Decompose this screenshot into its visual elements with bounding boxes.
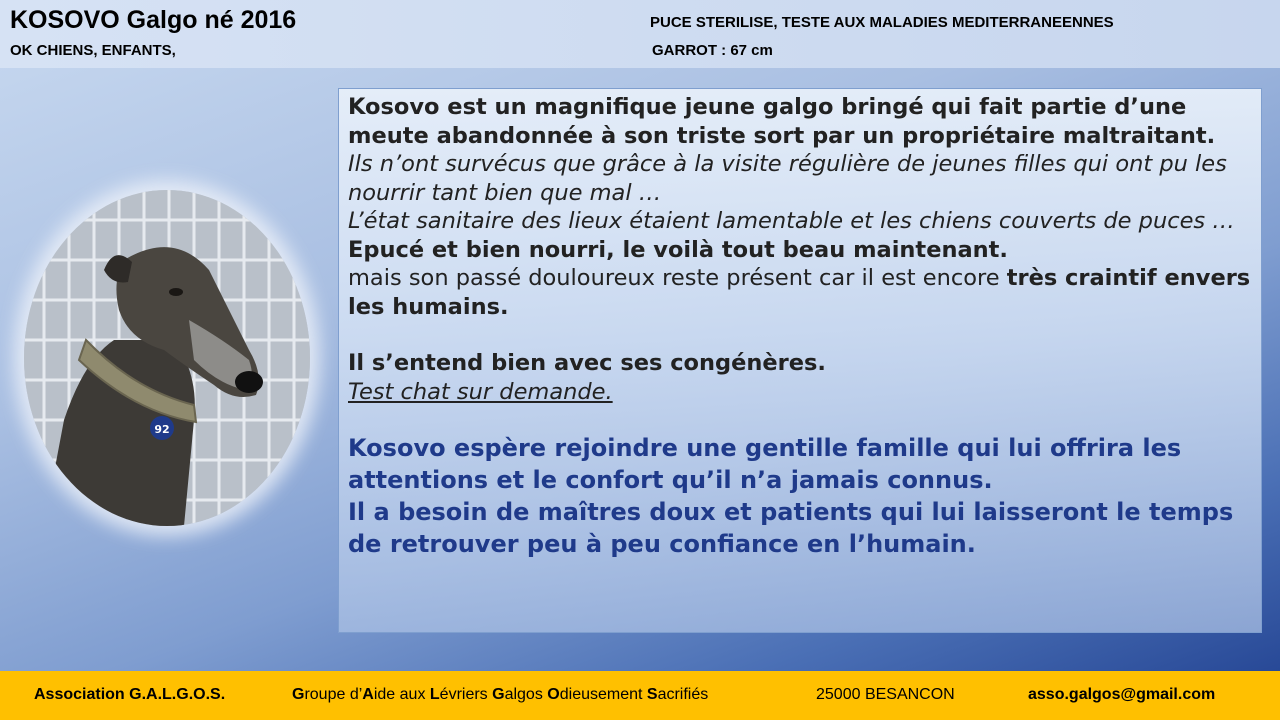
- cat-test-line: Test chat sur demande.: [348, 378, 613, 405]
- acronym-letter: L: [429, 686, 440, 703]
- acronym-rest: acrifiés: [657, 686, 709, 703]
- closing-paragraph-2: Il a besoin de maîtres doux et patients qui lui laisseront le temps de retrouver peu à peu confiance en l’humain.: [348, 498, 1234, 558]
- fear-emphasis: très craintif envers les humains.: [348, 265, 1251, 320]
- email-link[interactable]: asso.galgos@gmail.com: [1028, 686, 1216, 703]
- acronym-rest: algos: [504, 686, 548, 703]
- fear-paragraph: [348, 264, 1253, 321]
- spacer: [348, 406, 1253, 432]
- health-info: PUCE STERILISE, TESTE AUX MALADIES MEDITERRANEENNES: [650, 14, 1114, 31]
- association-fullname: [292, 686, 708, 704]
- dogs-compat-line: Il s’entend bien avec ses congénères.: [348, 350, 826, 376]
- compatibility-line: OK CHIENS, ENFANTS,: [10, 42, 176, 59]
- acronym-rest: roupe d’: [304, 686, 363, 703]
- fear-text: mais son passé douloureux reste présent car il est encore: [348, 265, 1007, 291]
- history-paragraph: Ils n’ont survécus que grâce à la visite régulière de jeunes filles qui ont pu les nourrir tant bien que mal …: [348, 151, 1227, 206]
- sanitary-paragraph: L’état sanitaire des lieux étaient lamentable et les chiens couverts de puces …: [348, 208, 1235, 234]
- acronym-rest: évriers: [439, 686, 493, 703]
- acronym-rest: dieusement: [559, 686, 647, 703]
- acronym-letter: G: [492, 686, 505, 703]
- acronym-letter: O: [547, 686, 560, 703]
- dog-photo: [24, 190, 310, 526]
- page-title: KOSOVO Galgo né 2016: [10, 6, 297, 34]
- tag-number: 92: [154, 423, 170, 436]
- spacer: [348, 321, 1253, 349]
- footer-band: [0, 671, 1280, 720]
- acronym-letter: S: [646, 686, 658, 703]
- header-band: [0, 0, 1280, 68]
- intro-paragraph: Kosovo est un magnifique jeune galgo bringé qui fait partie d’une meute abandonnée à son triste sort par un propriétaire maltraitant.: [348, 94, 1216, 149]
- current-state-line: Epucé et bien nourri, le voilà tout beau maintenant.: [348, 236, 1008, 263]
- description-box: [338, 88, 1262, 633]
- acronym-letter: G: [292, 686, 305, 703]
- closing-paragraph-1: Kosovo espère rejoindre une gentille famille qui lui offrira les attentions et le confort qu’il n’a jamais connus.: [348, 434, 1182, 494]
- association-name: Association G.A.L.G.O.S.: [34, 686, 226, 703]
- city: 25000 BESANCON: [816, 686, 955, 703]
- acronym-rest: ide aux: [373, 686, 430, 703]
- acronym-letter: A: [362, 686, 374, 703]
- height-info: GARROT : 67 cm: [652, 42, 773, 59]
- dog-illustration: [24, 190, 310, 526]
